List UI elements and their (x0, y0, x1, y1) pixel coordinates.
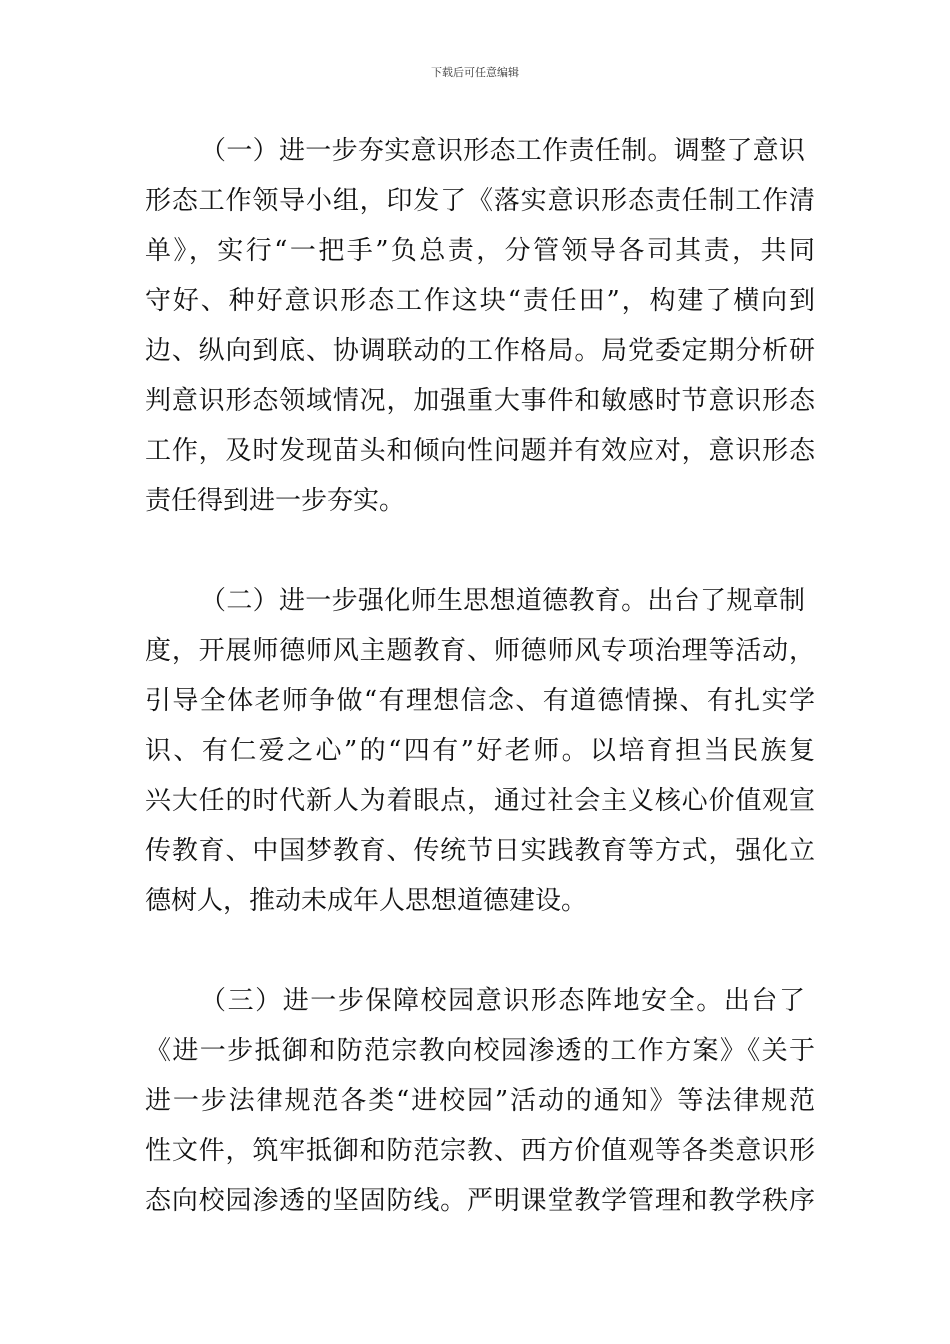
paragraph-3-line-1: （三）进一步保障校园意识形态阵地安全。出台了 (200, 986, 805, 1016)
paragraph-1-line-6: 判意识形态领域情况，加强重大事件和敏感时节意识形态 (145, 386, 815, 416)
paragraph-3-line-2: 《进一步抵御和防范宗教向校园渗透的工作方案》《关于 (145, 1036, 815, 1066)
paragraph-2-line-5: 兴大任的时代新人为着眼点，通过社会主义核心价值观宣 (145, 786, 815, 816)
paragraph-1-line-8: 责任得到进一步夯实。 (145, 486, 406, 516)
paragraph-2-line-4: 识、有仁爱之心”的“四有”好老师。以培育担当民族复 (145, 736, 815, 766)
header-note: 下载后可任意编辑 (431, 66, 519, 79)
paragraph-1-line-5: 边、纵向到底、协调联动的工作格局。局党委定期分析研 (145, 336, 815, 366)
paragraph-3-line-5: 态向校园渗透的坚固防线。严明课堂教学管理和教学秩序 (145, 1186, 815, 1216)
paragraph-1-line-7: 工作，及时发现苗头和倾向性问题并有效应对，意识形态 (145, 436, 815, 466)
paragraph-2-line-6: 传教育、中国梦教育、传统节日实践教育等方式，强化立 (145, 836, 815, 866)
paragraph-2-line-1: （二）进一步强化师生思想道德教育。出台了规章制 (200, 586, 805, 616)
paragraph-1-line-3: 单》，实行“一把手”负总责，分管领导各司其责，共同 (145, 236, 815, 266)
paragraph-1-line-1: （一）进一步夯实意识形态工作责任制。调整了意识 (200, 136, 805, 166)
paragraph-2-line-7: 德树人，推动未成年人思想道德建设。 (145, 886, 588, 916)
paragraph-1-line-4: 守好、种好意识形态工作这块“责任田”，构建了横向到 (145, 286, 815, 316)
paragraph-2-line-3: 引导全体老师争做“有理想信念、有道德情操、有扎实学 (145, 686, 815, 716)
paragraph-3-line-4: 性文件，筑牢抵御和防范宗教、西方价值观等各类意识形 (145, 1136, 815, 1166)
paragraph-3-line-3: 进一步法律规范各类“进校园”活动的通知》等法律规范 (145, 1086, 815, 1116)
paragraph-1-line-2: 形态工作领导小组，印发了《落实意识形态责任制工作清 (145, 186, 815, 216)
paragraph-2-line-2: 度，开展师德师风主题教育、师德师风专项治理等活动， (145, 636, 815, 666)
